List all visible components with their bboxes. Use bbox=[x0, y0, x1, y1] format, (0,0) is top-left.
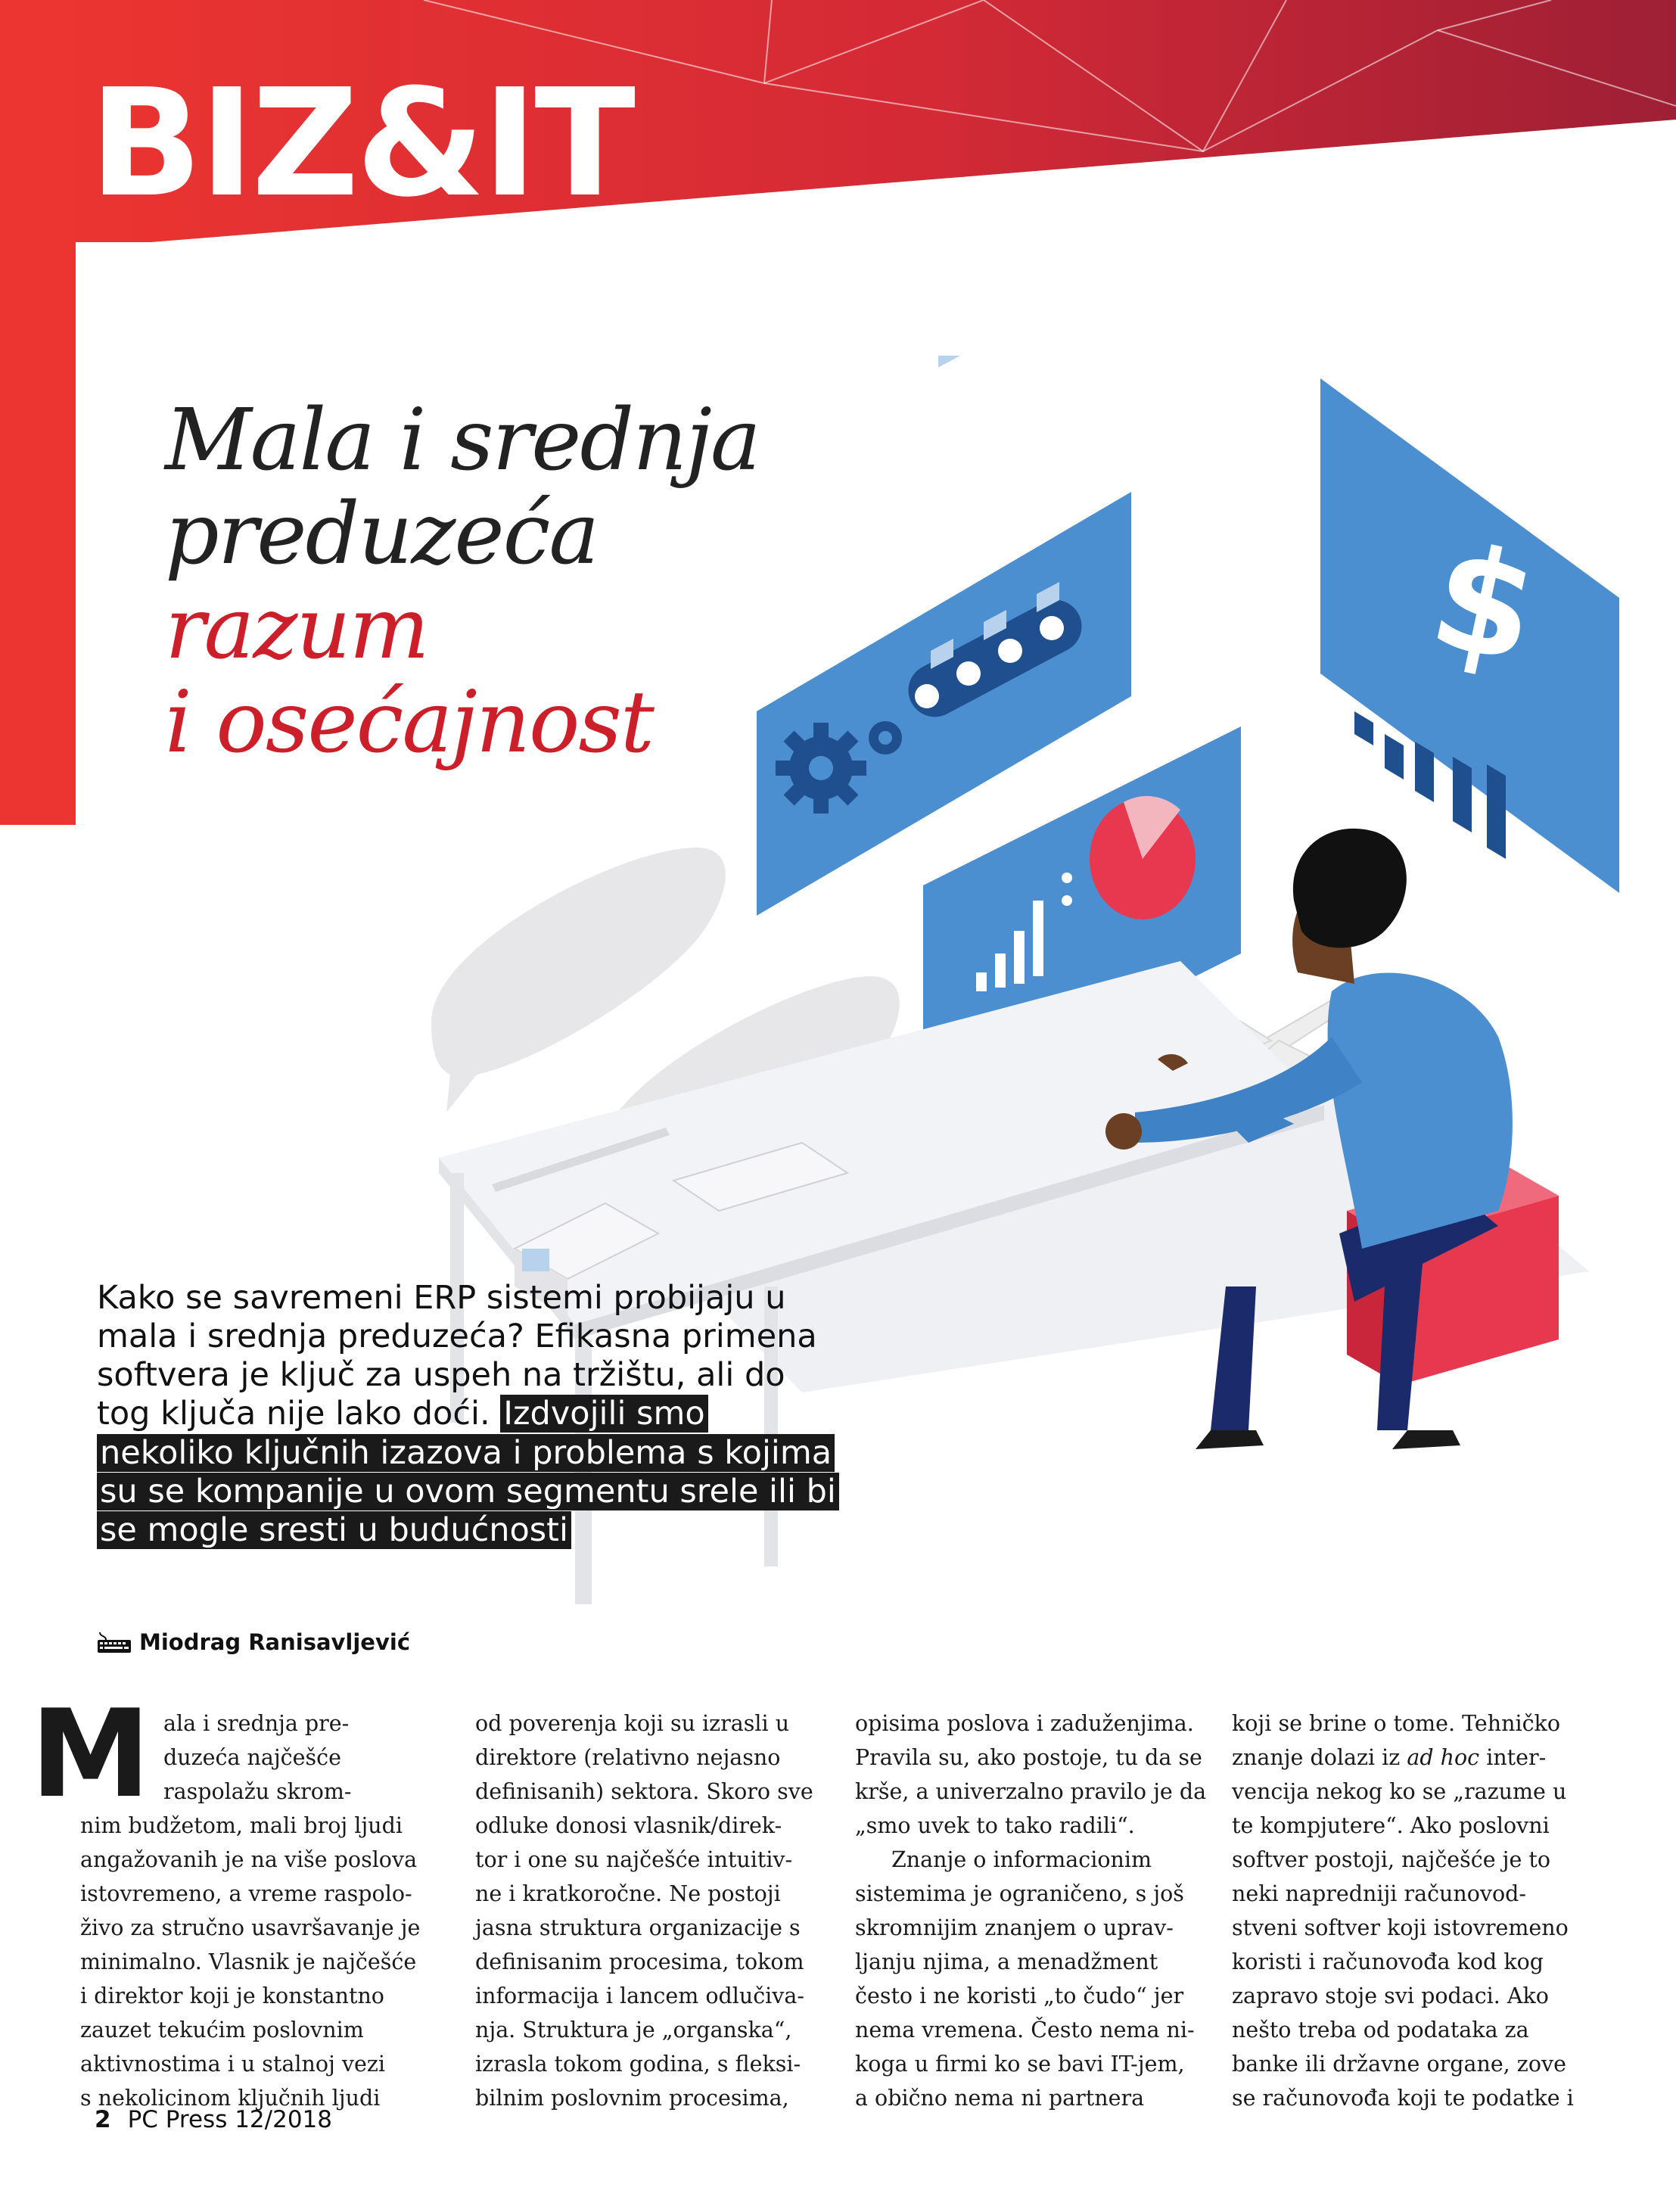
body-text: znanje dolazi iz bbox=[1232, 1745, 1407, 1770]
body-line: ala i srednja pre- bbox=[163, 1711, 350, 1736]
body-line: i direktor koji je konstantno bbox=[80, 1983, 384, 2008]
body-line: definisanih) sektora. Skoro sve bbox=[475, 1779, 813, 1804]
body-column-1 bbox=[80, 1706, 428, 2115]
body-line: nema vremena. Često nema ni- bbox=[855, 2018, 1195, 2042]
article-lead bbox=[97, 1279, 838, 1550]
body-line: ne i kratkoročne. Ne postoji bbox=[475, 1881, 781, 1906]
svg-text:$: $ bbox=[1418, 512, 1551, 696]
body-line: odluke donosi vlasnik/direk- bbox=[475, 1813, 782, 1838]
body-line bbox=[1232, 1741, 1580, 1775]
body-line: informacija i lancem odlučiva- bbox=[475, 1983, 805, 2008]
body-line: raspolažu skrom- bbox=[163, 1779, 352, 1804]
body-line: stveni softver koji istovremeno bbox=[1232, 1915, 1569, 1940]
body-line: angažovanih je na više poslova bbox=[80, 1847, 418, 1872]
body-line: koga u firmi ko se bavi IT-jem, bbox=[855, 2052, 1185, 2077]
body-line: tor i one su najčešće intuitiv- bbox=[475, 1847, 793, 1872]
body-line: koji se brine o tome. Tehničko bbox=[1232, 1711, 1560, 1736]
body-line: često i ne koristi „to čudo“ jer bbox=[855, 1983, 1184, 2008]
page-number: 2 bbox=[95, 2106, 111, 2133]
body-line: Znanje o informacionim bbox=[891, 1847, 1152, 1872]
body-line: banke ili državne organe, zove bbox=[1232, 2052, 1566, 2077]
author-name: Miodrag Ranisavljević bbox=[139, 1629, 411, 1655]
body-line: zapravo stoje svi podaci. Ako bbox=[1232, 1983, 1549, 2008]
body-line: aktivnostima i u stalnoj vezi bbox=[80, 2052, 385, 2077]
finance-panel bbox=[1320, 378, 1619, 893]
body-line: a obično nema ni partnera bbox=[855, 2086, 1145, 2111]
body-line: direktore (relativno nejasno bbox=[475, 1745, 781, 1770]
body-line: sistemima je ograničeno, s još bbox=[855, 1881, 1184, 1906]
body-line: od poverenja koji su izrasli u bbox=[475, 1711, 790, 1736]
body-line: softver postoji, najčešće je to bbox=[1232, 1847, 1551, 1872]
title-line-4: i osećajnost bbox=[165, 673, 653, 772]
body-line: izrasla tokom godina, s fleksi- bbox=[475, 2052, 801, 2077]
body-line: bilnim poslovnim procesima, bbox=[475, 2086, 789, 2111]
publication-name: PC Press 12/2018 bbox=[127, 2106, 332, 2133]
body-column-2 bbox=[475, 1706, 823, 2115]
body-emphasis: ad hoc bbox=[1407, 1745, 1480, 1770]
body-text: inter- bbox=[1479, 1745, 1547, 1770]
body-line: duzeća najčešće bbox=[163, 1745, 341, 1770]
body-column-4 bbox=[1232, 1706, 1580, 2115]
drop-cap: M bbox=[30, 1683, 151, 1825]
body-line: Pravila su, ako postoje, tu da se bbox=[855, 1745, 1202, 1770]
body-line: ljanju njima, a menadžment bbox=[855, 1949, 1158, 1974]
title-line-1: Mala i srednja bbox=[165, 391, 760, 490]
body-line: s nekolicinom ključnih ljudi bbox=[80, 2086, 381, 2111]
title-line-2: preduzeća bbox=[165, 485, 599, 584]
body-line: istovremeno, a vreme raspolo- bbox=[80, 1881, 412, 1906]
byline bbox=[97, 1629, 410, 1655]
body-line: opisima poslova i zaduženjima. bbox=[855, 1711, 1194, 1736]
body-line: vencija nekog ko se „razume u bbox=[1232, 1779, 1567, 1804]
body-line: minimalno. Vlasnik je najčešće bbox=[80, 1949, 417, 1974]
body-line: živo za stručno usavršavanje je bbox=[80, 1915, 421, 1940]
body-line: neki napredniji računovod- bbox=[1232, 1881, 1527, 1906]
page-footer bbox=[95, 2106, 332, 2133]
body-line: nim budžetom, mali broj ljudi bbox=[80, 1813, 403, 1838]
body-line: te kompjutere“. Ako poslovni bbox=[1232, 1813, 1550, 1838]
article-body bbox=[80, 1706, 1594, 2111]
body-line: jasna struktura organizacije s bbox=[475, 1915, 801, 1940]
title-line-3: razum bbox=[165, 579, 428, 678]
body-line: se računovođa koji te podatke i bbox=[1232, 2086, 1574, 2111]
body-line: koristi i računovođa kod kog bbox=[1232, 1949, 1544, 1974]
body-column-3 bbox=[855, 1706, 1207, 2115]
body-line: nešto treba od podataka za bbox=[1232, 2018, 1529, 2042]
body-line: „smo uvek to tako radili“. bbox=[855, 1813, 1135, 1838]
lead-plain: Kako se savremeni ERP sistemi probijaju u mala i srednja preduzeća? Efikasna primena softvera je ključ za uspeh na tržištu, ali do tog ključa nije lako doći. bbox=[97, 1279, 817, 1433]
body-line: zauzet tekućim poslovnim bbox=[80, 2018, 364, 2042]
section-logo: BIZ&IT bbox=[89, 58, 633, 230]
body-line: krše, a univerzalno pravilo je da bbox=[855, 1779, 1207, 1804]
body-line: definisanim procesima, tokom bbox=[475, 1949, 804, 1974]
body-line: nja. Struktura je „organska“, bbox=[475, 2018, 792, 2042]
body-line: skromnijim znanjem o uprav- bbox=[855, 1915, 1174, 1940]
keyboard-icon bbox=[97, 1631, 132, 1654]
lead-highlighted: Izdvojili smo nekoliko ključnih izazova i problema s kojima su se kompanije u ovom segmentu srele ili bi se mogle sresti u budućnosti bbox=[97, 1395, 839, 1548]
